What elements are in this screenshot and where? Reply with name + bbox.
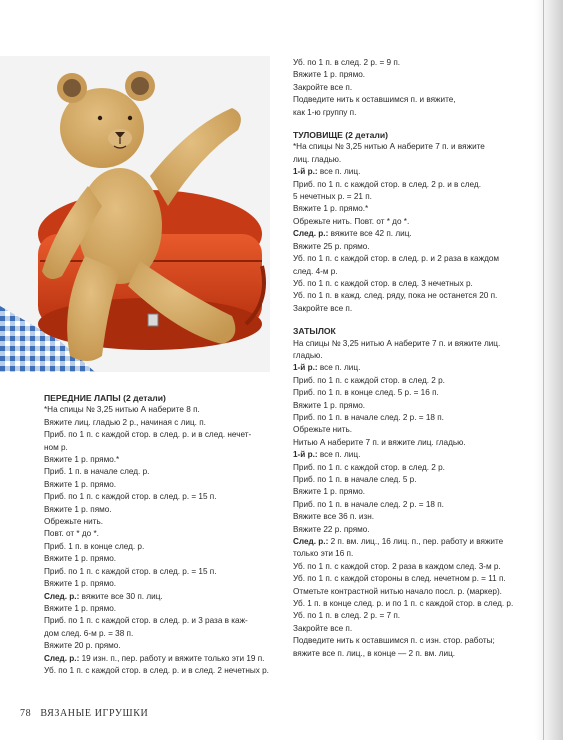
instruction-line: [293, 69, 525, 81]
nape-instructions: [293, 338, 525, 661]
continued-instructions: [293, 57, 525, 119]
instruction-line: [44, 442, 276, 454]
instruction-line: [44, 665, 276, 677]
instruction-line: [44, 454, 276, 466]
nape-heading: ЗАТЫЛОК: [293, 326, 336, 337]
instruction-text: ном р.: [44, 442, 68, 452]
instruction-text: Приб. по 1 п. в начале след. 2 р. = 18 п.: [293, 412, 444, 422]
instruction-text: Уб. по 1 п. с каждой стор. в след. р. и 2 раза в каждом: [293, 254, 500, 264]
row-label: 1-й р.:: [293, 450, 318, 460]
instruction-text: Отметьте контрастной нитью начало посл. р. (маркер).: [293, 586, 502, 596]
instruction-text: Приб. по 1 п. с каждой стор. в след. 2 р.: [293, 462, 445, 472]
instruction-line: [293, 216, 525, 228]
instruction-line: [293, 524, 525, 536]
torso-instructions: [293, 141, 525, 315]
instruction-text: 2 п. вм. лиц., 16 лиц. п., пер. работу и вяжите: [328, 537, 504, 547]
instruction-text: Вяжите 1 р. прямо.*: [293, 204, 369, 214]
instruction-line: [293, 486, 525, 498]
instruction-line: [44, 528, 276, 540]
instruction-line: [293, 303, 525, 315]
instruction-line: [44, 578, 276, 590]
instruction-text: все п. лиц.: [317, 167, 361, 177]
instruction-text: 5 нечетных р. = 21 п.: [293, 192, 372, 202]
instruction-text: Приб. по 1 п. в конце след. 5 р. = 16 п.: [293, 388, 439, 398]
instruction-text: Вяжите 1 р. прямо.: [44, 603, 117, 613]
instruction-line: [293, 82, 525, 94]
instruction-text: Вяжите 1 р. прямо.: [293, 70, 366, 80]
instruction-line: [44, 615, 276, 627]
instruction-text: Уб. по 1 п. с каждой стороны в след. нечетном р. = 11 п.: [293, 574, 506, 584]
instruction-text: дом след. 6-м р. = 38 п.: [44, 628, 134, 638]
instruction-line: [44, 628, 276, 640]
instruction-line: [293, 253, 525, 265]
instruction-line: [293, 266, 525, 278]
instruction-text: вяжите все п. лиц., в конце — 2 п. вм. лиц.: [293, 648, 456, 658]
page-gutter-line: [543, 0, 544, 740]
instruction-line: [44, 479, 276, 491]
page-number: 78: [20, 708, 32, 719]
instruction-text: Уб. по 1 п. с каждой стор. в след. 3 нечетных р.: [293, 278, 473, 288]
instruction-text: Уб. по 1 п. с каждой стор. в след. р. и в след. 2 нечетных р.: [44, 665, 269, 675]
instruction-line: [293, 623, 525, 635]
right-text-column: [293, 57, 525, 660]
instruction-text: Закройте все п.: [293, 303, 353, 313]
row-label: След. р.:: [293, 229, 329, 239]
instruction-text: Вяжите 1 р. прямо.: [293, 487, 366, 497]
instruction-line: [293, 412, 525, 424]
instruction-line: [293, 648, 525, 660]
instruction-line: [44, 566, 276, 578]
instruction-text: Обрежьте нить.: [44, 517, 104, 527]
instruction-line: [44, 541, 276, 553]
instruction-text: Вяжите 1 р. прямо.: [293, 400, 366, 410]
instruction-text: Приб. по 1 п. в начале след. 5 р.: [293, 475, 417, 484]
teddy-bear-photo: [0, 56, 270, 372]
instruction-line: [293, 191, 525, 203]
page-edge-shadow: [535, 0, 563, 740]
instruction-line: [293, 94, 525, 106]
instruction-line: [293, 424, 525, 436]
instruction-text: Вяжите 25 р. прямо.: [293, 241, 370, 251]
instruction-line: [44, 404, 276, 416]
instruction-line: [293, 57, 525, 69]
instruction-line: [44, 553, 276, 565]
instruction-text: Подведите нить к оставшимся п. с изн. стор. работы;: [293, 636, 495, 646]
instruction-line: [293, 437, 525, 449]
instruction-text: Обрежьте нить.: [293, 425, 353, 435]
instruction-text: Приб. по 1 п. с каждой стор. в след. 2 р.: [293, 375, 445, 385]
instruction-text: вяжите все 42 п. лиц.: [328, 229, 412, 239]
instruction-line: [293, 635, 525, 647]
instruction-line: [44, 591, 276, 603]
instruction-text: Приб. 1 п. в конце след. р.: [44, 541, 145, 551]
instruction-text: Приб. по 1 п. с каждой стор. в след. р. = 15 п.: [44, 566, 217, 576]
instruction-line: [293, 228, 525, 240]
instruction-line: [293, 154, 525, 166]
instruction-line: [293, 350, 525, 362]
instruction-text: Приб. по 1 п. в начале след. 2 р. = 18 п.: [293, 499, 444, 509]
instruction-line: [293, 561, 525, 573]
instruction-line: [293, 598, 525, 610]
instruction-text: вяжите все 30 п. лиц.: [79, 591, 163, 601]
instruction-text: лиц. гладью.: [293, 154, 342, 164]
front-paws-instructions: [44, 404, 276, 677]
instruction-text: *На спицы № 3,25 нитью А наберите 8 п.: [44, 405, 200, 415]
instruction-text: Нитью А наберите 7 п. и вяжите лиц. гладью.: [293, 437, 466, 447]
row-label: След. р.:: [44, 653, 80, 663]
instruction-line: [44, 466, 276, 478]
instruction-text: Обрежьте нить. Повт. от * до *.: [293, 216, 410, 226]
instruction-line: [44, 429, 276, 441]
instruction-line: [44, 491, 276, 503]
instruction-text: Вяжите 1 р. прямо.: [44, 554, 117, 564]
instruction-text: как 1-ю группу п.: [293, 107, 357, 117]
instruction-text: Приб. по 1 п. с каждой стор. в след. р. и 3 раза в каж-: [44, 616, 248, 626]
left-text-column: [44, 392, 276, 677]
instruction-line: [293, 586, 525, 598]
instruction-line: [44, 603, 276, 615]
instruction-text: 19 изн. п., пер. работу и вяжите только эти 19 п.: [79, 653, 265, 663]
instruction-text: Закройте все п.: [293, 82, 353, 92]
instruction-text: На спицы № 3,25 нитью А наберите 7 п. и вяжите лиц.: [293, 338, 501, 348]
instruction-line: [293, 375, 525, 387]
instruction-line: [44, 516, 276, 528]
instruction-text: Приб. по 1 п. с каждой стор. в след. р. и в след. нечет-: [44, 430, 252, 440]
instruction-text: только эти 16 п.: [293, 549, 354, 559]
instruction-text: Приб. по 1 п. с каждой стор. в след. 2 р. и в след.: [293, 179, 481, 189]
instruction-text: Приб. по 1 п. с каждой стор. в след. р. = 15 п.: [44, 492, 217, 502]
instruction-line: [44, 640, 276, 652]
instruction-text: Вяжите 1 р. прямо.*: [44, 455, 120, 465]
instruction-text: Уб. по 1 п. в след. 2 р. = 9 п.: [293, 58, 401, 67]
instruction-line: [293, 548, 525, 560]
instruction-text: Уб. по 1 п. с каждой стор. 2 раза в каждом след. 3-м р.: [293, 561, 501, 571]
instruction-text: Вяжите лиц. гладью 2 р., начиная с лиц. п.: [44, 417, 206, 427]
instruction-text: Вяжите 1 р. прямо.: [44, 579, 117, 589]
instruction-text: *На спицы № 3,25 нитью А наберите 7 п. и вяжите: [293, 142, 485, 152]
instruction-text: Подведите нить к оставшимся п. и вяжите,: [293, 95, 456, 105]
instruction-line: [293, 141, 525, 153]
instruction-line: [293, 610, 525, 622]
row-label: 1-й р.:: [293, 363, 318, 373]
instruction-text: Приб. 1 п. в начале след. р.: [44, 467, 150, 477]
instruction-line: [293, 290, 525, 302]
instruction-text: Повт. от * до *.: [44, 529, 99, 539]
instruction-line: [293, 179, 525, 191]
instruction-text: все п. лиц.: [317, 450, 361, 460]
instruction-text: Вяжите 20 р. прямо.: [44, 641, 121, 651]
instruction-text: Вяжите 22 р. прямо.: [293, 524, 370, 534]
instruction-line: [293, 241, 525, 253]
instruction-line: [293, 462, 525, 474]
row-label: 1-й р.:: [293, 167, 318, 177]
instruction-text: след. 4-м р.: [293, 266, 338, 276]
instruction-text: Уб. 1 п. в конце след. р. и по 1 п. с каждой стор. в след. р.: [293, 599, 514, 609]
instruction-line: [293, 107, 525, 119]
torso-heading: ТУЛОВИЩЕ (2 детали): [293, 130, 388, 141]
instruction-line: [293, 511, 525, 523]
row-label: След. р.:: [44, 591, 80, 601]
row-label: След. р.:: [293, 537, 329, 547]
instruction-text: Уб. по 1 п. в след. 2 р. = 7 п.: [293, 611, 401, 621]
instruction-line: [293, 203, 525, 215]
instruction-text: гладью.: [293, 350, 323, 360]
instruction-text: Закройте все п.: [293, 623, 353, 633]
section-title: ВЯЗАНЫЕ ИГРУШКИ: [40, 708, 149, 719]
instruction-line: [293, 573, 525, 585]
instruction-line: [293, 499, 525, 511]
instruction-text: Вяжите все 36 п. изн.: [293, 512, 375, 522]
instruction-line: [293, 536, 525, 548]
instruction-text: Вяжите 1 р. пямо.: [44, 504, 112, 514]
instruction-line: [293, 449, 525, 461]
instruction-line: [293, 400, 525, 412]
instruction-line: [293, 387, 525, 399]
instruction-line: [293, 278, 525, 290]
instruction-text: все п. лиц.: [317, 363, 361, 373]
instruction-line: [293, 362, 525, 374]
instruction-line: [293, 474, 525, 486]
instruction-line: [44, 653, 276, 665]
page-footer: [20, 708, 148, 719]
instruction-text: Вяжите 1 р. прямо.: [44, 479, 117, 489]
instruction-text: Уб. по 1 п. в кажд. след. ряду, пока не останется 20 п.: [293, 291, 498, 301]
instruction-line: [293, 338, 525, 350]
instruction-line: [44, 417, 276, 429]
instruction-line: [44, 504, 276, 516]
instruction-line: [293, 166, 525, 178]
front-paws-heading: ПЕРЕДНИЕ ЛАПЫ (2 детали): [44, 393, 166, 403]
